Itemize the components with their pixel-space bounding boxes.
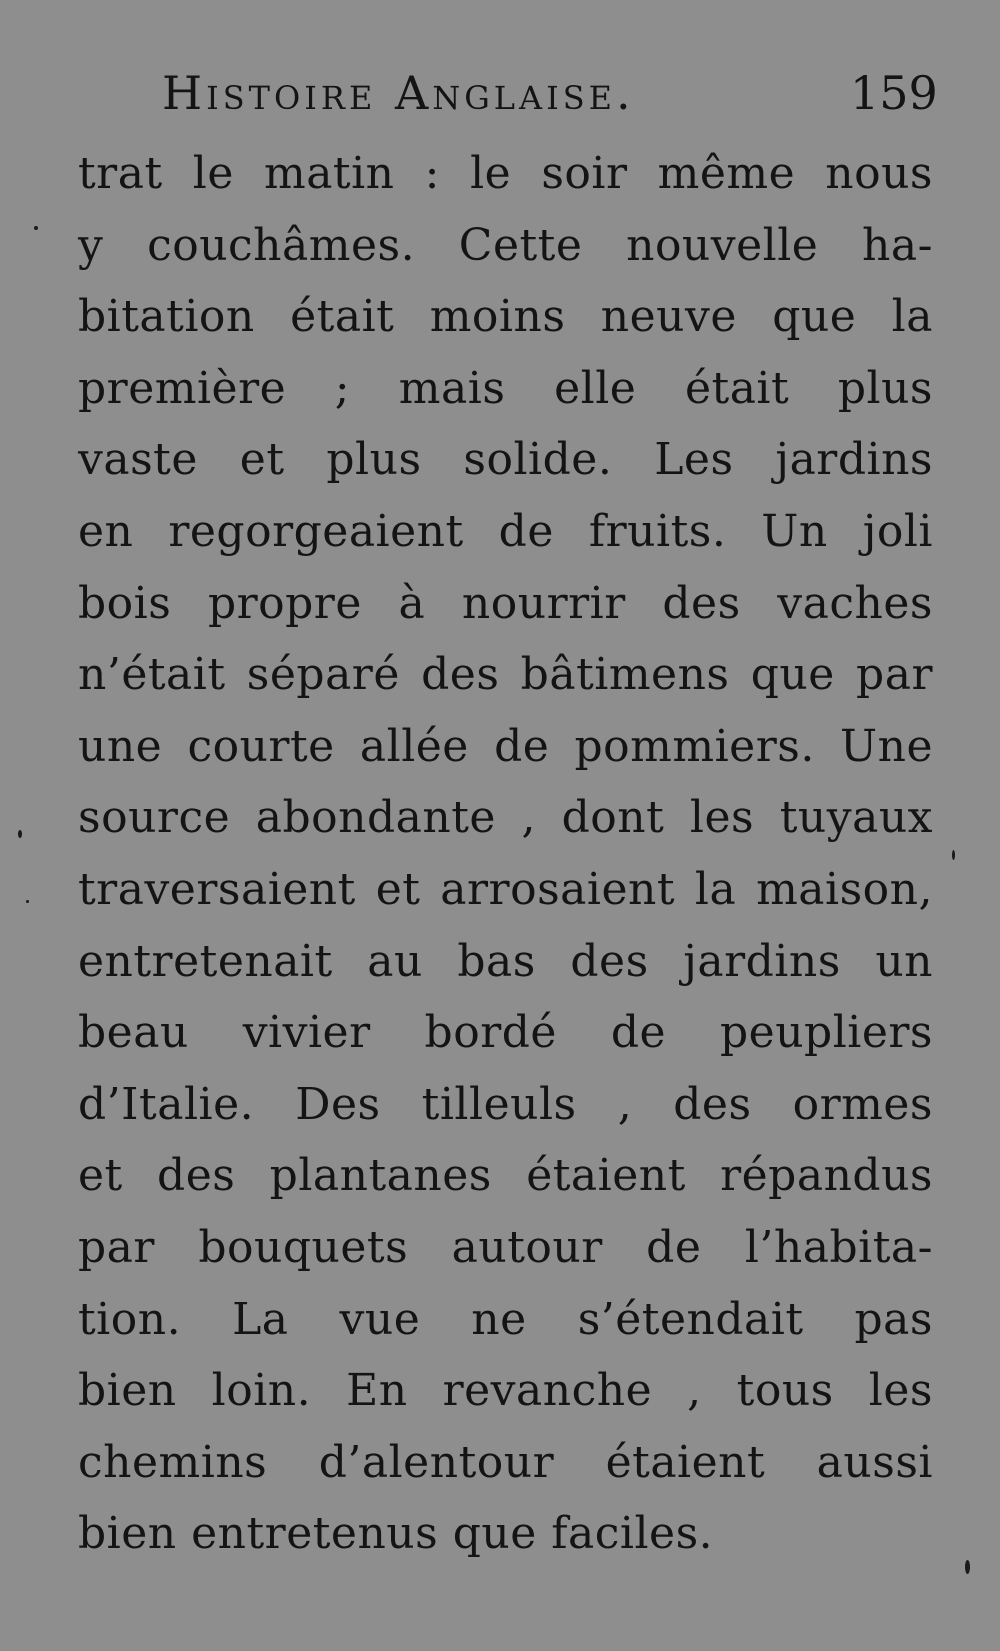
text-line: beau vivier bordé de peupliers <box>78 1007 933 1059</box>
text-line: première ; mais elle était plus <box>78 362 933 414</box>
body-text <box>78 138 933 1570</box>
running-title: Histoire Anglaise. <box>162 66 635 120</box>
text-line: et des plantanes étaient répandus <box>78 1150 933 1202</box>
text-line: bois propre à nourrir des vaches <box>78 577 933 629</box>
scan-speck <box>34 226 38 230</box>
text-line: entretenait au bas des jardins un <box>78 935 933 987</box>
text-line: bien entretenus que faciles. <box>78 1508 714 1560</box>
text-line: par bouquets autour de l’habita- <box>78 1221 933 1273</box>
text-line: bien loin. En revanche , tous les <box>78 1365 933 1417</box>
text-line: trat le matin : le soir même nous <box>78 148 933 199</box>
text-line: source abondante , dont les tuyaux <box>78 792 933 844</box>
text-line: chemins d’alentour étaient aussi <box>78 1436 933 1488</box>
text-line: y couchâmes. Cette nouvelle ha- <box>78 219 933 271</box>
scan-speck <box>965 1560 970 1574</box>
page-header <box>0 58 1000 128</box>
scan-speck <box>26 900 29 903</box>
text-line: bitation était moins neuve que la <box>78 291 933 343</box>
scan-speck <box>952 850 955 860</box>
text-line: n’était séparé des bâtimens que par <box>78 649 933 701</box>
text-line: tion. La vue ne s’étendait pas <box>78 1293 933 1345</box>
scan-speck <box>18 830 22 838</box>
page-number: 159 <box>850 66 938 120</box>
text-line: une courte allée de pommiers. Une <box>78 720 933 772</box>
text-line: vaste et plus solide. Les jardins <box>78 434 933 486</box>
text-line: d’Italie. Des tilleuls , des ormes <box>78 1078 933 1130</box>
text-line: en regorgeaient de fruits. Un joli <box>78 505 933 557</box>
text-line: traversaient et arrosaient la maison, <box>78 863 933 915</box>
